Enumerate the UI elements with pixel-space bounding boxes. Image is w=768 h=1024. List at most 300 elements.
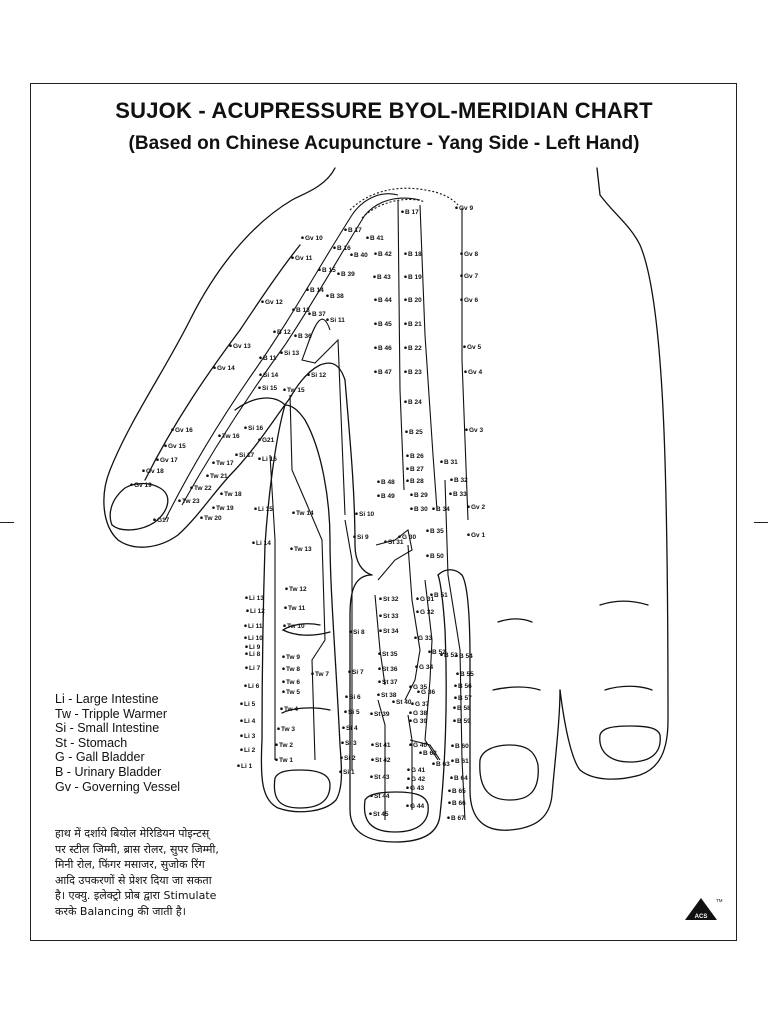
acupoint-dot xyxy=(259,373,262,376)
acupoint-dot xyxy=(340,756,343,759)
acupoint-dot xyxy=(404,275,407,278)
point-label: Si 6 xyxy=(349,694,361,701)
acupoint-dot xyxy=(285,587,288,590)
point-label: B 49 xyxy=(381,493,395,500)
acupoint-dot xyxy=(467,505,470,508)
point-label: Li 7 xyxy=(249,665,261,672)
point-label: St 39 xyxy=(374,711,390,718)
acupoint-dot xyxy=(454,696,457,699)
acupoint-dot xyxy=(301,236,304,239)
acupoint-dot xyxy=(432,507,435,510)
point-label: B 18 xyxy=(408,251,422,258)
point-label: G 43 xyxy=(410,785,425,792)
point-label: Si 16 xyxy=(248,425,264,432)
point-label: B 25 xyxy=(409,429,423,436)
point-label: B 41 xyxy=(370,235,384,242)
point-label: B 27 xyxy=(410,466,424,473)
point-label: G 36 xyxy=(421,689,436,696)
acupoint-dot xyxy=(447,816,450,819)
acupoint-dot xyxy=(292,308,295,311)
point-label: Gv 5 xyxy=(467,344,482,351)
point-label: Tw 19 xyxy=(216,505,234,512)
acupoint-dot xyxy=(283,388,286,391)
point-label: B 29 xyxy=(414,492,428,499)
point-label: Tw 7 xyxy=(315,671,329,678)
point-label: Si 10 xyxy=(359,511,375,518)
acupoint-dot xyxy=(369,812,372,815)
point-label: B 66 xyxy=(452,800,466,807)
acupoint-dot xyxy=(410,507,413,510)
acupoint-dot xyxy=(275,758,278,761)
acupoint-dot xyxy=(453,706,456,709)
acupoint-dot xyxy=(409,719,412,722)
point-label: B 16 xyxy=(337,245,351,252)
acupoint-dot xyxy=(240,719,243,722)
acupoint-dot xyxy=(464,370,467,373)
acupoint-dot xyxy=(349,630,352,633)
point-label: B 32 xyxy=(454,477,468,484)
hindi-line: है। एक्यु. इलेक्ट्रो प्रोब द्वारा Stimulate xyxy=(55,889,217,902)
chart-title: SUJOK - ACUPRESSURE BYOL-MERIDIAN CHART xyxy=(115,98,653,123)
point-label: Tw 6 xyxy=(286,679,300,686)
point-label: Tw 13 xyxy=(294,546,312,553)
point-label: B 47 xyxy=(378,369,392,376)
point-label: Si 3 xyxy=(345,740,357,747)
acupoint-dot xyxy=(374,346,377,349)
point-label: Li 10 xyxy=(248,635,263,642)
legend-item: Gv - Governing Vessel xyxy=(55,779,181,794)
point-label: Si 13 xyxy=(284,350,300,357)
legend-item: St - Stomach xyxy=(55,735,128,750)
point-label: Li 1 xyxy=(241,763,253,770)
acupoint-dot xyxy=(280,351,283,354)
acupoint-dot xyxy=(206,474,209,477)
point-label: B 17 xyxy=(348,227,362,234)
acupoint-dot xyxy=(379,597,382,600)
acupoint-dot xyxy=(416,597,419,600)
acupoint-dot xyxy=(282,667,285,670)
point-label: Gv 17 xyxy=(160,457,178,464)
acupoint-dot xyxy=(261,300,264,303)
point-label: Gv 16 xyxy=(175,427,193,434)
point-label: Si 1 xyxy=(343,769,355,776)
acupoint-dot xyxy=(467,533,470,536)
point-label: Si 17 xyxy=(239,452,255,459)
point-label: B 13 xyxy=(296,307,310,314)
point-label: Li 13 xyxy=(249,595,264,602)
point-label: Tw 10 xyxy=(287,623,305,630)
acupoint-dot xyxy=(460,252,463,255)
acupoint-dot xyxy=(339,770,342,773)
acupoint-dot xyxy=(409,743,412,746)
acupoint-dot xyxy=(142,469,145,472)
point-label: Tw 1 xyxy=(279,757,293,764)
acupoint-dot xyxy=(432,762,435,765)
hindi-line: हाथ में दर्शाये बियोल मेरिडियन पोइन्टस् xyxy=(55,827,210,840)
acupoint-dot xyxy=(448,801,451,804)
acupoint-dot xyxy=(370,775,373,778)
acupoint-dot xyxy=(290,547,293,550)
point-label: B 31 xyxy=(444,459,458,466)
point-label: Gv 10 xyxy=(305,235,323,242)
acupoint-dot xyxy=(245,666,248,669)
acupoint-dot xyxy=(153,518,156,521)
acupoint-dot xyxy=(406,454,409,457)
acupoint-dot xyxy=(283,624,286,627)
acupoint-dot xyxy=(378,652,381,655)
point-label: B 39 xyxy=(341,271,355,278)
acupoint-dot xyxy=(240,702,243,705)
acupoint-dot xyxy=(355,512,358,515)
acupoint-dot xyxy=(212,506,215,509)
point-label: G 38 xyxy=(413,710,428,717)
acupoint-dot xyxy=(282,655,285,658)
acupoint-dot xyxy=(326,294,329,297)
point-label: B 12 xyxy=(277,329,291,336)
point-label: Tw 14 xyxy=(296,510,314,517)
acupoint-dot xyxy=(344,710,347,713)
point-label: B 42 xyxy=(378,251,392,258)
point-label: Gv 2 xyxy=(471,504,486,511)
point-label: B 17 xyxy=(405,209,419,216)
point-label: B 64 xyxy=(454,775,468,782)
acupoint-dot xyxy=(366,236,369,239)
point-label: G 40 xyxy=(413,742,428,749)
point-label: B 44 xyxy=(378,297,392,304)
point-label: B 54 xyxy=(459,653,473,660)
point-label: B 58 xyxy=(457,705,471,712)
acupoint-dot xyxy=(404,346,407,349)
point-label: Tw 4 xyxy=(284,706,298,713)
acupoint-dot xyxy=(404,370,407,373)
point-label: St 37 xyxy=(382,679,398,686)
point-label: Si 4 xyxy=(346,725,358,732)
point-label: Li 2 xyxy=(244,747,256,754)
acupoint-dot xyxy=(156,458,159,461)
acupoint-dot xyxy=(414,636,417,639)
point-label: B 46 xyxy=(378,345,392,352)
point-label: Si 8 xyxy=(353,629,365,636)
acupoint-dot xyxy=(440,460,443,463)
acupoint-dot xyxy=(379,614,382,617)
acupoint-dot xyxy=(178,499,181,502)
point-label: G 31 xyxy=(420,596,435,603)
legend-item: G - Gall Bladder xyxy=(55,750,145,765)
acupoint-dot xyxy=(318,268,321,271)
acupoint-dot xyxy=(404,322,407,325)
point-label: B 37 xyxy=(312,311,326,318)
acupoint-dot xyxy=(419,751,422,754)
point-label: B 60 xyxy=(455,743,469,750)
point-label: Si 9 xyxy=(357,534,369,541)
hindi-line: पर स्टील जिम्मी, ब्रास रोलर, सुपर जिम्मी, xyxy=(55,842,219,856)
acupoint-dot xyxy=(277,727,280,730)
point-label: G 30 xyxy=(402,534,417,541)
acupoint-dot xyxy=(258,386,261,389)
point-label: B 55 xyxy=(460,671,474,678)
acupoint-dot xyxy=(456,672,459,675)
acupoint-dot xyxy=(406,786,409,789)
acupoint-dot xyxy=(370,794,373,797)
point-label: G 35 xyxy=(413,684,428,691)
acupoint-dot xyxy=(377,693,380,696)
point-label: G 34 xyxy=(419,664,434,671)
point-label: G 37 xyxy=(415,701,430,708)
acupoint-dot xyxy=(326,318,329,321)
acupoint-dot xyxy=(220,492,223,495)
point-label: B 61 xyxy=(455,758,469,765)
point-label: Tw 20 xyxy=(204,515,222,522)
acupoint-dot xyxy=(378,667,381,670)
acupoint-dot xyxy=(244,636,247,639)
point-label: Li 6 xyxy=(248,683,260,690)
acupoint-dot xyxy=(240,734,243,737)
acupoint-dot xyxy=(426,529,429,532)
acupoint-dot xyxy=(406,479,409,482)
point-label: B 51 xyxy=(434,592,448,599)
acupoint-dot xyxy=(353,535,356,538)
acupoint-dot xyxy=(409,685,412,688)
acupoint-dot xyxy=(284,606,287,609)
acupoint-dot xyxy=(411,702,414,705)
acupoint-dot xyxy=(244,624,247,627)
acupoint-dot xyxy=(171,428,174,431)
point-label: Tw 21 xyxy=(210,473,228,480)
acupoint-dot xyxy=(244,426,247,429)
legend-item: B - Urinary Bladder xyxy=(55,764,162,779)
acupoint-dot xyxy=(273,330,276,333)
point-label: B 15 xyxy=(322,267,336,274)
acs-logo xyxy=(683,896,723,922)
point-label: B 48 xyxy=(381,479,395,486)
point-label: B 23 xyxy=(408,369,422,376)
acupoint-dot xyxy=(190,486,193,489)
acupoint-dot xyxy=(200,516,203,519)
acupoint-dot xyxy=(345,695,348,698)
point-labels xyxy=(134,205,485,822)
point-label: B 62 xyxy=(423,750,437,757)
acupoint-dot xyxy=(371,758,374,761)
acupoint-dot xyxy=(404,400,407,403)
point-label: B 40 xyxy=(354,252,368,259)
point-label: Li 11 xyxy=(248,623,263,630)
point-label: B 28 xyxy=(410,478,424,485)
logo-tm: TM xyxy=(716,898,723,903)
point-label: Li 12 xyxy=(250,608,265,615)
point-label: St 34 xyxy=(383,628,399,635)
legend-item: Li - Large Intestine xyxy=(55,692,159,706)
acupoint-dot xyxy=(398,535,401,538)
acupoint-dot xyxy=(463,345,466,348)
point-label: Tw 9 xyxy=(286,654,300,661)
acupoint-dot xyxy=(428,650,431,653)
point-label: Tw 17 xyxy=(216,460,234,467)
acupoint-dot xyxy=(460,274,463,277)
point-label: B 21 xyxy=(408,321,422,328)
point-label: B 30 xyxy=(414,506,428,513)
point-label: B 36 xyxy=(298,333,312,340)
acupoint-dot xyxy=(213,366,216,369)
point-label: B 24 xyxy=(408,399,422,406)
point-label: Si 11 xyxy=(330,317,345,324)
point-label: B 35 xyxy=(430,528,444,535)
logo-text: ACS xyxy=(694,914,708,920)
acupoint-dot xyxy=(164,444,167,447)
point-label: G 44 xyxy=(410,803,425,810)
point-label: G 42 xyxy=(411,776,426,783)
hindi-note xyxy=(55,826,255,919)
acupoint-dot xyxy=(384,540,387,543)
point-label: St 45 xyxy=(373,811,389,818)
acupoint-dot xyxy=(259,356,262,359)
point-label: Si 7 xyxy=(352,669,364,676)
acupoint-dot xyxy=(465,428,468,431)
point-label: B 34 xyxy=(436,506,450,513)
point-label: Si 15 xyxy=(262,385,278,392)
point-label: B 22 xyxy=(408,345,422,352)
point-label: St 33 xyxy=(383,613,399,620)
point-label: Tw 22 xyxy=(194,485,212,492)
point-label: Gv 1 xyxy=(471,532,486,539)
acupoint-dot xyxy=(130,483,133,486)
acupoint-dot xyxy=(337,272,340,275)
point-label: B 19 xyxy=(408,274,422,281)
acupoint-dot xyxy=(410,493,413,496)
acupoint-dot xyxy=(245,645,248,648)
acupoint-dot xyxy=(244,684,247,687)
point-label: Li 4 xyxy=(244,718,256,725)
acupoint-dot xyxy=(404,298,407,301)
point-label: B 65 xyxy=(452,788,466,795)
point-label: B 56 xyxy=(458,683,472,690)
point-label: G 32 xyxy=(420,609,435,616)
acupoint-dot xyxy=(307,373,310,376)
acupoint-dot xyxy=(415,665,418,668)
point-label: Tw 18 xyxy=(224,491,242,498)
acupoint-dot xyxy=(377,494,380,497)
acupoint-dot xyxy=(406,467,409,470)
point-label: Tw 12 xyxy=(289,586,307,593)
acupoint-dot xyxy=(450,776,453,779)
acupoint-dot xyxy=(392,700,395,703)
acupoint-dot xyxy=(371,743,374,746)
acupoint-dot xyxy=(407,777,410,780)
point-label: B 57 xyxy=(458,695,472,702)
acupoint-dot xyxy=(245,596,248,599)
acupoint-dot xyxy=(404,252,407,255)
acupoint-dot xyxy=(401,210,404,213)
point-label: St 41 xyxy=(375,742,391,749)
acupoint-dot xyxy=(229,344,232,347)
acupoint-dot xyxy=(448,789,451,792)
acupoint-dot xyxy=(252,541,255,544)
hindi-line: आदि उपकरणों से प्रेशर दिया जा सकता xyxy=(55,873,212,887)
point-label: Gv 11 xyxy=(295,255,313,262)
point-label: B 63 xyxy=(436,761,450,768)
point-label: Gv 13 xyxy=(233,343,251,350)
hand-outline xyxy=(104,168,668,842)
hindi-line: मिनी रोल, फिंगर मसाजर, सुजोक रिंग xyxy=(55,858,205,871)
acupoint-dot xyxy=(258,457,261,460)
point-label: B 50 xyxy=(430,553,444,560)
point-label: St 31 xyxy=(388,539,404,546)
point-label: B 45 xyxy=(378,321,392,328)
point-label: Gv 12 xyxy=(265,299,283,306)
acupoint-dot xyxy=(275,743,278,746)
point-label: Gv 14 xyxy=(217,365,235,372)
point-label: Li 5 xyxy=(244,701,256,708)
acupoint-dot xyxy=(291,256,294,259)
point-label: Li 14 xyxy=(256,540,271,547)
acupoint-dot xyxy=(374,252,377,255)
point-label: Li 8 xyxy=(249,651,261,658)
point-label: B 26 xyxy=(410,453,424,460)
acupoint-dot xyxy=(460,298,463,301)
point-label: B 14 xyxy=(310,287,324,294)
acupoint-dot xyxy=(373,275,376,278)
acupoint-dot xyxy=(350,253,353,256)
hindi-line: करके Balancing की जाती है। xyxy=(55,904,186,918)
point-label: St 42 xyxy=(375,757,391,764)
acupoint-dot xyxy=(282,690,285,693)
point-label: St 35 xyxy=(382,651,398,658)
acupoint-dot xyxy=(451,744,454,747)
point-label: Tw 2 xyxy=(279,742,293,749)
point-label: Tw 8 xyxy=(286,666,300,673)
acupoint-dot xyxy=(455,206,458,209)
point-label: Gv 6 xyxy=(464,297,479,304)
point-label: St 43 xyxy=(374,774,390,781)
acupoint-dot xyxy=(237,764,240,767)
acupoint-dot xyxy=(292,511,295,514)
point-label: Si 14 xyxy=(263,372,279,379)
point-label: St 40 xyxy=(396,699,412,706)
acupoint-dot xyxy=(344,228,347,231)
acupoint-dot xyxy=(377,480,380,483)
point-label: G 41 xyxy=(411,767,426,774)
acupoint-dot xyxy=(450,478,453,481)
acupoint-dot xyxy=(280,707,283,710)
point-label: Li 15 xyxy=(258,506,273,513)
chart-subtitle: (Based on Chinese Acupuncture - Yang Side - Left Hand) xyxy=(128,133,640,154)
point-label: Li 9 xyxy=(249,644,261,651)
acupoint-dot xyxy=(282,680,285,683)
point-label: G 33 xyxy=(418,635,433,642)
point-label: Si 5 xyxy=(348,709,360,716)
meridian-legend xyxy=(55,692,180,794)
acupoint-dot xyxy=(374,370,377,373)
acupoint-dot xyxy=(405,430,408,433)
acupoint-dot xyxy=(416,610,419,613)
point-label: B 11 xyxy=(263,355,277,362)
acupoint-dot xyxy=(454,684,457,687)
point-label: B 43 xyxy=(377,274,391,281)
legend-item: Tw - Tripple Warmer xyxy=(55,706,168,721)
acupoint-dot xyxy=(218,434,221,437)
acupoint-dot xyxy=(453,719,456,722)
acupoint-dot xyxy=(407,768,410,771)
point-label: B 52 xyxy=(432,649,446,656)
acupoint-dot xyxy=(409,711,412,714)
acupoint-dot xyxy=(240,748,243,751)
acupoint-dot xyxy=(333,246,336,249)
acupoint-dot xyxy=(451,759,454,762)
point-label: Gv 4 xyxy=(468,369,483,376)
point-label: Gv 3 xyxy=(469,427,484,434)
acupoint-dot xyxy=(449,492,452,495)
acupoint-dot xyxy=(406,804,409,807)
acupoint-dot xyxy=(370,712,373,715)
